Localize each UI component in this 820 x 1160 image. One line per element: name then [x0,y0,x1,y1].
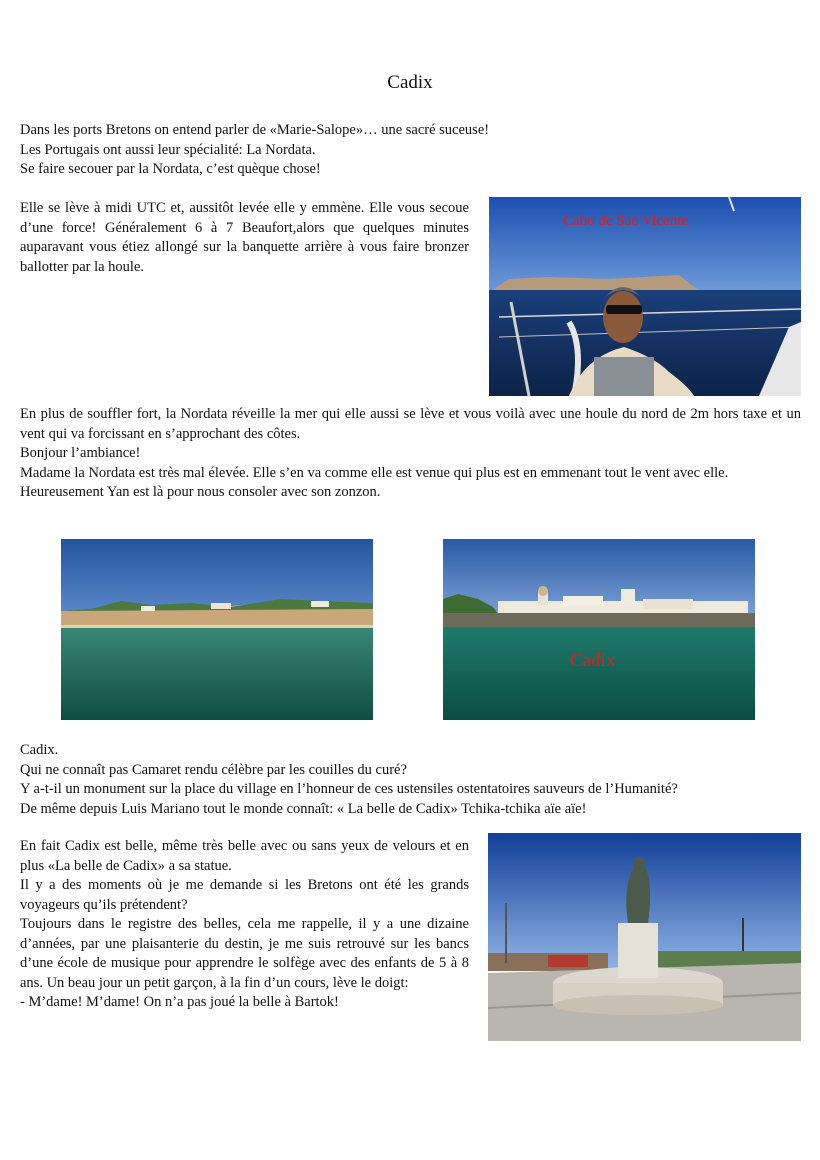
photo-caption-cadix: Cadix [570,650,616,671]
belle-line: En fait Cadix est belle, même très belle avec ou sans yeux de velours et en plus «La belle de Cadix» a sa statue. [20,838,469,874]
photo-coastline [61,539,373,720]
belle-block [20,837,469,1013]
coastline-photo-image [61,539,373,720]
belle-line: Il y a des moments où je me demande si les Bretons ont été les grands voyageurs qu’ils prétendent? [20,877,469,913]
photo-statue [488,833,801,1041]
cadix-photo-image [443,539,755,720]
belle-line: Toujours dans le registre des belles, cela me rappelle, il y a une dizaine d’années, par une plaisanterie du destin, je me suis retrouvé sur les bancs d’une école de musique pour apprendre le solfège avec des enfants de 5 à 8 ans. Un beau jour un petit garçon, à la fin d’un cours, lève le doigt: [20,916,469,991]
photo-cadix [443,539,755,720]
page-title: Cadix [387,72,433,93]
nordata-text: Elle se lève à midi UTC et, aussitôt levée elle y emmène. Elle vous secoue d’une force! Généralement 6 à 7 Beaufort,alors que quelques minutes auparavant vous étiez allongé sur la banquette arrière à vous faire bronzer ballotter par la houle. [20,200,469,275]
cadix-block [20,741,810,819]
cadix-line: Cadix. [20,742,59,758]
cadix-line: De même depuis Luis Mariano tout le monde connaît: « La belle de Cadix» Tchika-tchika aïe aïe! [20,800,587,817]
intro-line: Dans les ports Bretons on entend parler de «Marie-Salope»… une sacré suceuse! [20,122,490,138]
statue-photo-image [488,833,801,1041]
middle-line: En plus de souffler fort, la Nordata réveille la mer qui elle aussi se lève et vous voilà avec une houle du nord de 2m hors taxe et un vent qui va forcissant en s’approchant des côtes. [20,406,801,442]
middle-line: Heureusement Yan est là pour nous consoler avec son zonzon. [20,484,381,500]
intro-line: Se faire secouer par la Nordata, c’est quèque chose! [20,161,321,177]
cadix-line: Qui ne connaît pas Camaret rendu célèbre par les couilles du curé? [20,761,407,778]
middle-line: Madame la Nordata est très mal élevée. Elle s’en va comme elle est venue qui plus est en emmenant tout le vent avec elle. [20,464,729,481]
nordata-paragraph [20,199,469,277]
middle-block [20,405,801,503]
photo-cabo-sao-vicente [489,197,801,396]
middle-line: Bonjour l’ambiance! [20,445,141,461]
belle-line: - M’dame! M’dame! On n’a pas joué la belle à Bartok! [20,994,339,1010]
cadix-line: Y a-t-il un monument sur la place du village en l’honneur de ces ustensiles ostentatoires sauveurs de l’Humanité? [20,781,678,797]
intro-line: Les Portugais ont aussi leur spécialité: La Nordata. [20,141,316,158]
photo-caption-cabo: Cabo de Sao Vicente [563,213,689,229]
intro-block [20,121,810,180]
